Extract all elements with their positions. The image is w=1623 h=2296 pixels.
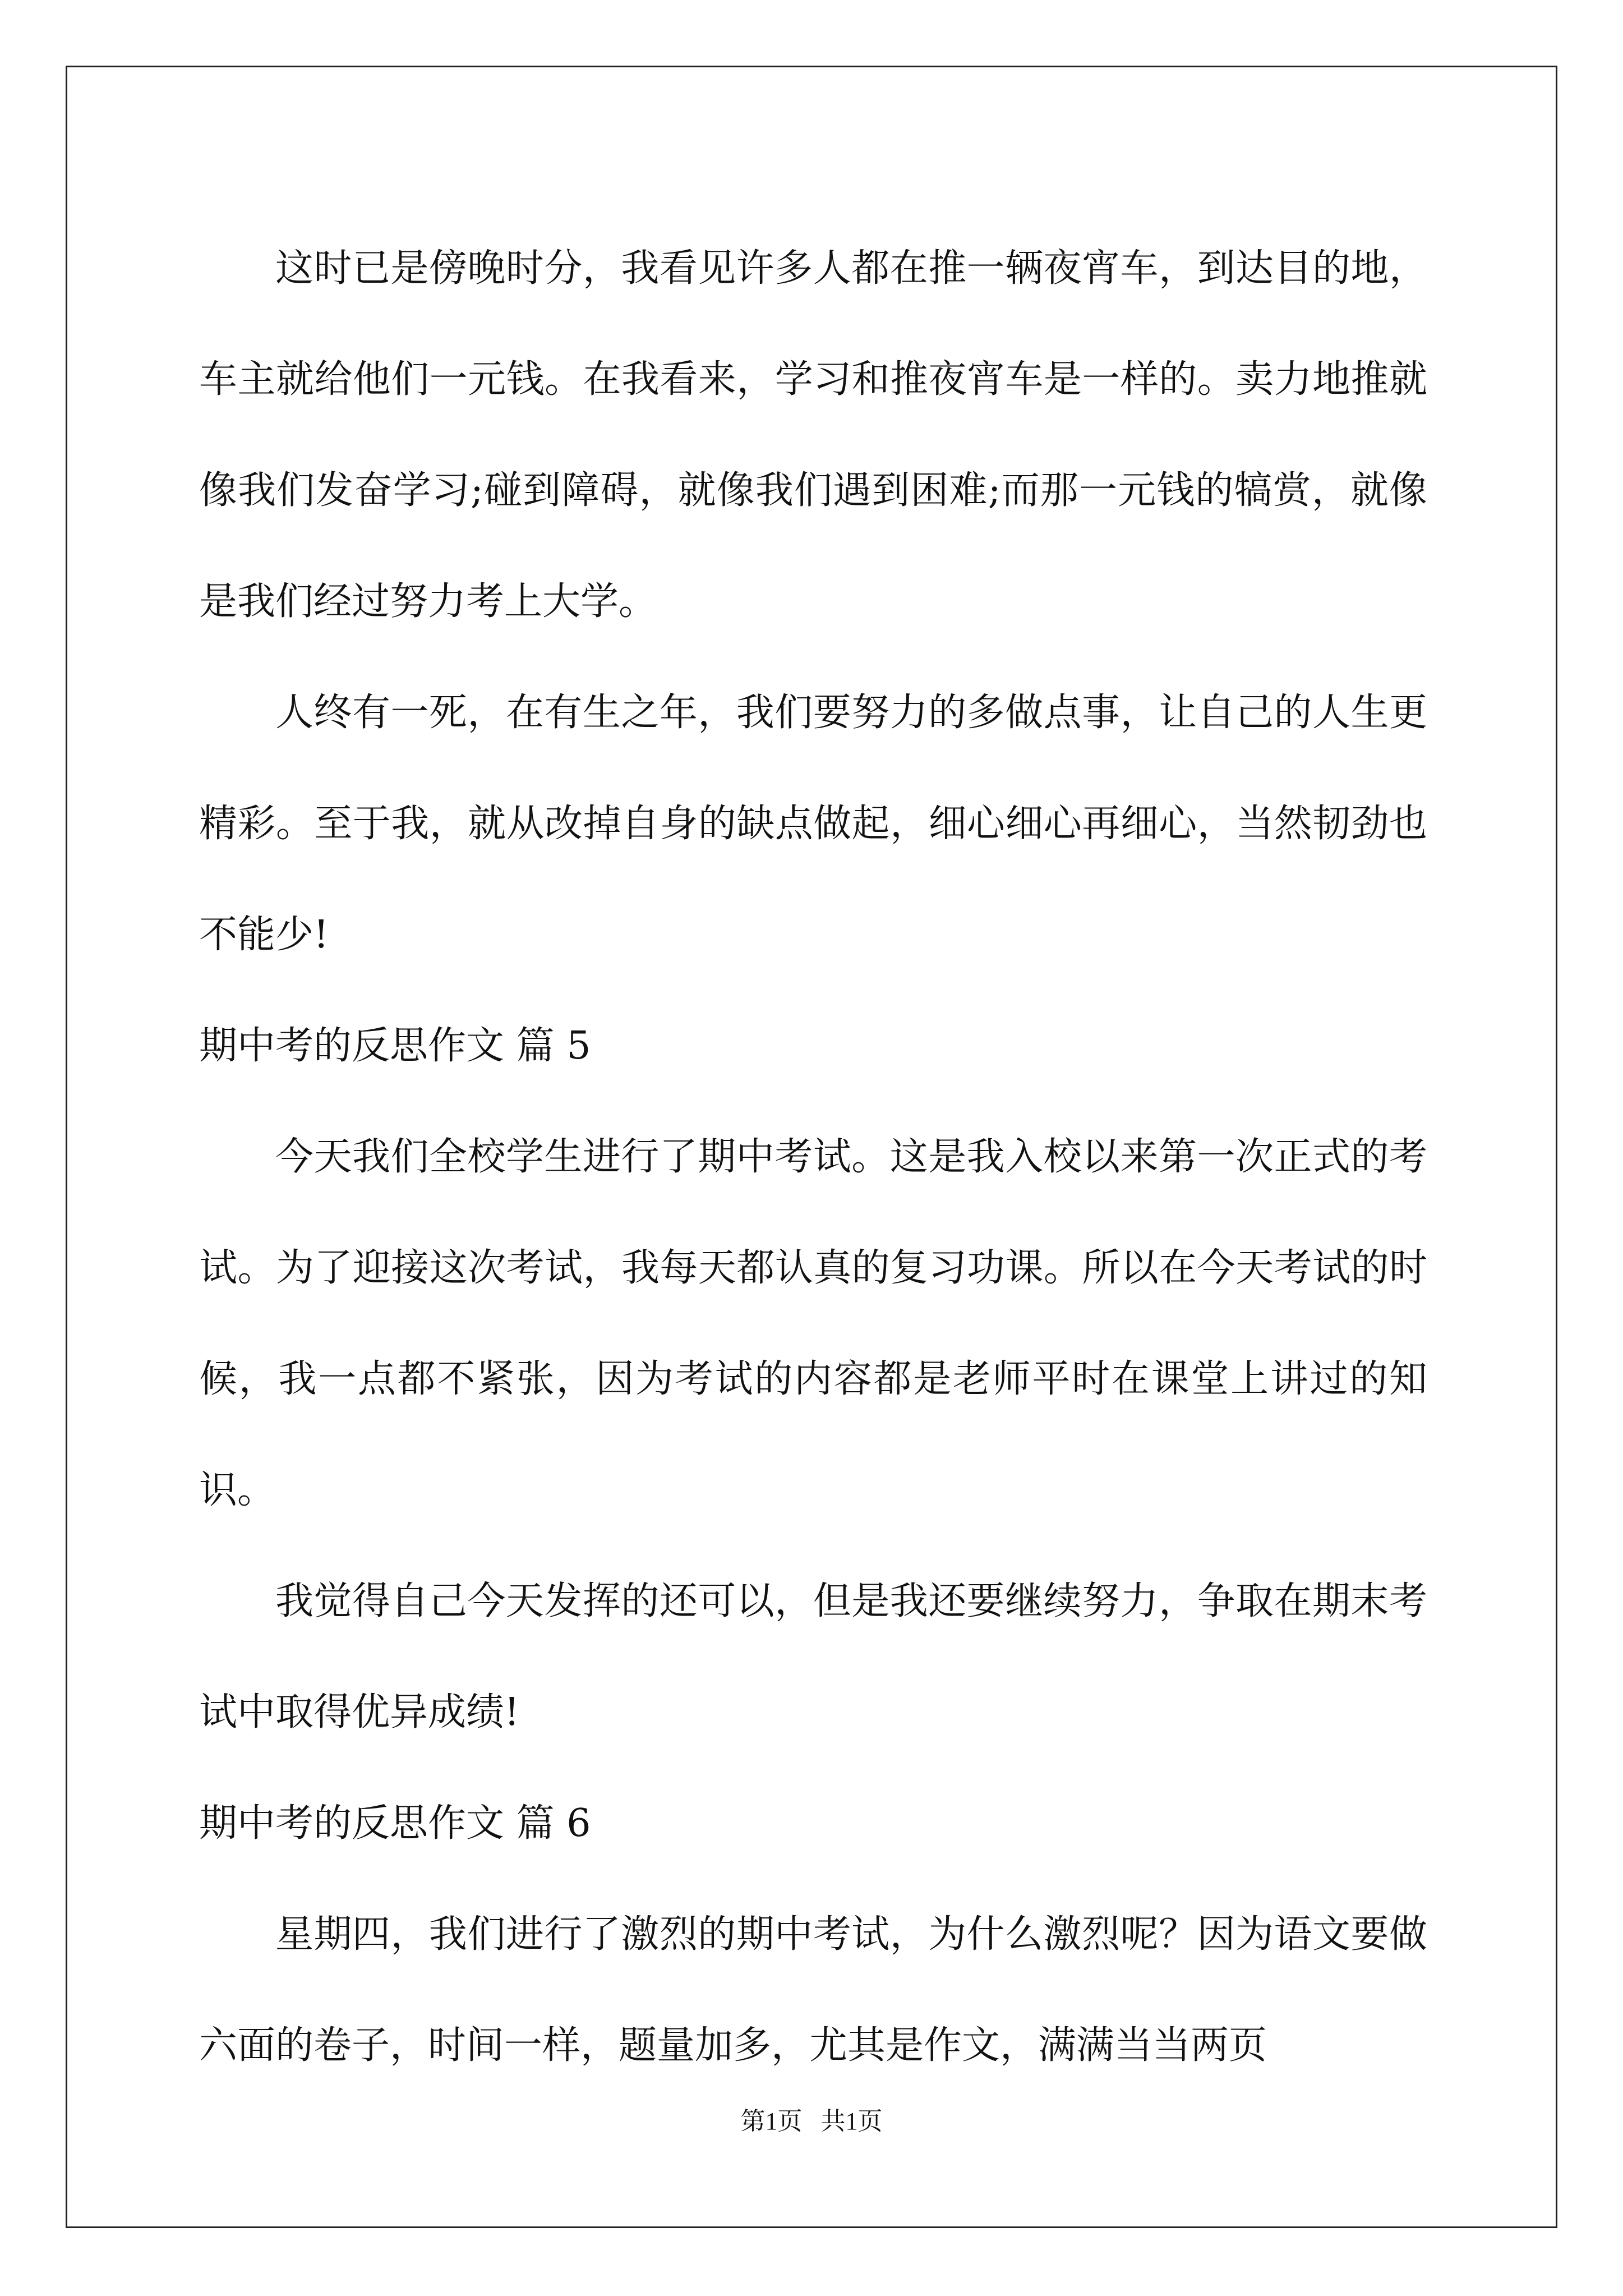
- page-footer: 第1页 共1页: [740, 2108, 883, 2135]
- paragraph: 今天我们全校学生进行了期中考试。这是我入校以来第一次正式的考试。为了迎接这次考试，我每天都认真的复习功课。所以在今天考试的时候，我一点都不紧张，因为考试的内容都是老师平时在课堂上讲过的知识。: [199, 1135, 1427, 1512]
- paragraph: 这时已是傍晚时分，我看见许多人都在推一辆夜宵车，到达目的地，车主就给他们一元钱。在我看来，学习和推夜宵车是一样的。卖力地推就像我们发奋学习;碰到障碍，就像我们遇到困难;而那一元钱的犒赏，就像是我们经过努力考上大学。: [199, 246, 1427, 624]
- section-heading: 期中考的反思作文 篇 5: [199, 1024, 591, 1068]
- paragraph: 我觉得自己今天发挥的还可以，但是我还要继续努力，争取在期末考试中取得优异成绩!: [199, 1579, 1427, 1734]
- document-body: [199, 213, 1427, 2101]
- paragraph: 人终有一死，在有生之年，我们要努力的多做点事，让自己的人生更精彩。至于我，就从改掉自身的缺点做起，细心细心再细心，当然韧劲也不能少!: [199, 691, 1427, 957]
- paragraph: 星期四，我们进行了激烈的期中考试，为什么激烈呢？因为语文要做六面的卷子，时间一样，题量加多，尤其是作文，满满当当两页: [199, 1912, 1427, 2068]
- section-heading: 期中考的反思作文 篇 6: [199, 1801, 591, 1846]
